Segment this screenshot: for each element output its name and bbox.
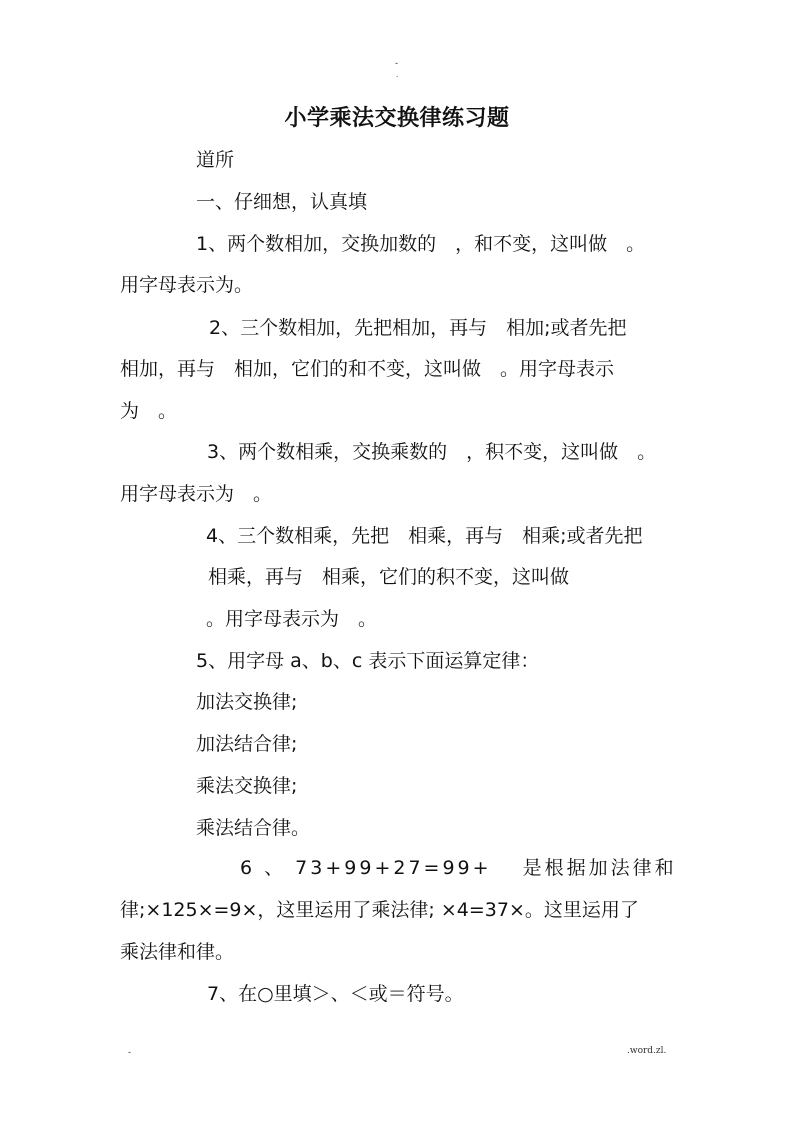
text-line: 道所 (196, 149, 235, 171)
text-line: 用字母表示为。 (120, 274, 254, 296)
section-heading: 一、仔细想，认真填 (196, 191, 368, 213)
footer-mark: - (128, 1048, 132, 1058)
footer-text: .word.zl. (627, 1046, 667, 1056)
header-dot: . (396, 71, 399, 79)
text-line: 乘法交换律; (196, 775, 298, 797)
text-line: 4、三个数相乘，先把 相乘，再与 相乘;或者先把 (206, 525, 643, 547)
text-line: 加法结合律; (196, 733, 298, 755)
text-line: 律;×125×=9×，这里运用了乘法律; ×4=37×。这里运用了 (120, 899, 639, 921)
text-line: 7、在○里填＞、＜或＝符号。 (207, 983, 464, 1005)
text-line: 用字母表示为 。 (120, 483, 273, 505)
text-line: 乘法结合律。 (196, 817, 311, 839)
text-line: 2、三个数相加，先把相加，再与 相加;或者先把 (209, 317, 627, 339)
text-line: 1、两个数相加，交换加数的 ，和不变，这叫做 。 (196, 233, 646, 255)
text-line: 为 。 (120, 400, 178, 422)
text-line: 加法交换律; (196, 691, 298, 713)
text-line: 乘法律和律。 (120, 941, 235, 963)
text-line: 。用字母表示为 。 (206, 608, 378, 630)
header-mark: - (395, 59, 399, 69)
text-line: 相乘，再与 相乘，它们的积不变，这叫做 (208, 566, 570, 588)
text-line: 相加，再与 相加，它们的和不变，这叫做 。用字母表示 (120, 358, 615, 380)
text-line: 5、用字母 a、b、c 表示下面运算定律： (196, 650, 540, 672)
text-line: 3、两个数相乘，交换乘数的 ，积不变，这叫做 。 (207, 441, 657, 463)
text-line: 6 、 73+99+27=99+ 是根据加法律和 (240, 857, 677, 879)
page-title: 小学乘法交换律练习题 (284, 106, 510, 131)
